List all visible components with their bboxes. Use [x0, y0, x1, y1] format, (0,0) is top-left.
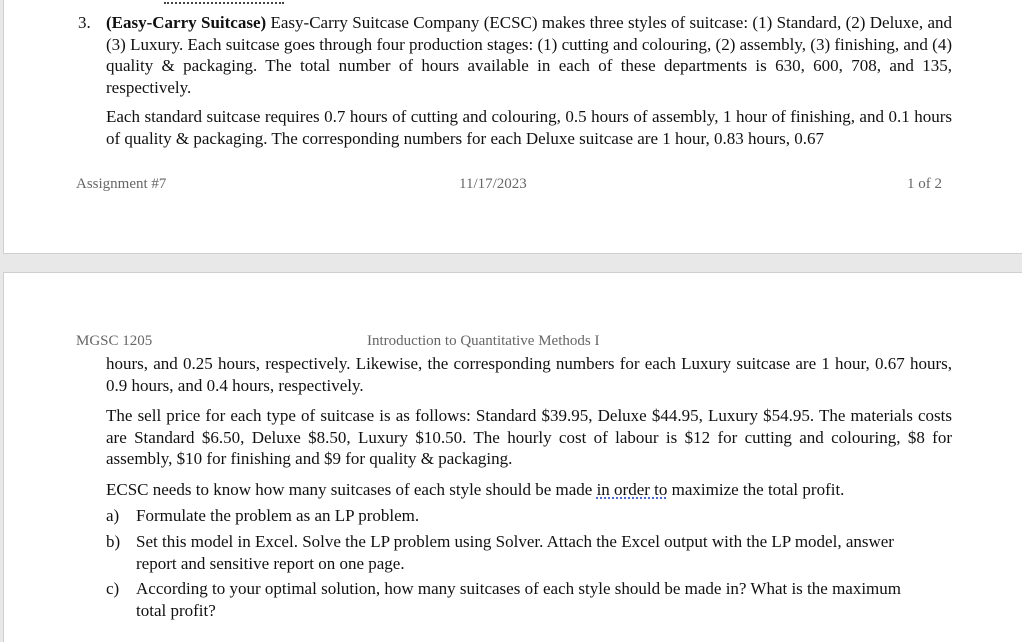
- header-course-code: MGSC 1205: [76, 333, 153, 349]
- footer-date: 11/17/2023: [459, 176, 527, 192]
- question-3-paragraph-4: [106, 479, 952, 501]
- header-course-title: Introduction to Quantitative Methods I: [367, 333, 600, 349]
- footer-page-number: 1 of 2: [907, 176, 942, 192]
- question-3-paragraph-2-part-2: hours, and 0.25 hours, respectively. Likewise, the corresponding numbers for each Luxury suitcase are 1 hour, 0.67 hours, 0.9 hours, and 0.4 hours, respectively.: [106, 354, 952, 395]
- question-3-paragraph-3: The sell price for each type of suitcase is as follows: Standard $39.95, Deluxe $44.95, Luxury $54.95. The materials costs are Standard $6.50, Deluxe $8.50, Luxury $10.50. The hourly cost of labour is $12 for cutting and colouring, $8 for assembly, $10 for finishing and $9 for quality & packaging.: [106, 406, 952, 468]
- list-marker: a): [106, 506, 120, 525]
- question-number: 3.: [78, 13, 91, 32]
- footer-assignment: Assignment #7: [76, 176, 167, 192]
- question-3-intro: [106, 12, 952, 98]
- question-3-paragraph-2-part-1: Each standard suitcase requires 0.7 hours of cutting and colouring, 0.5 hours of assembly, 1 hour of finishing, and 0.1 hours of quality & packaging. The corresponding numbers for each Deluxe suitcase are 1 hour, 0.83 hours, 0.67: [106, 107, 952, 148]
- previous-text-fragment: [164, 0, 284, 4]
- question-3-title: (Easy-Carry Suitcase): [106, 13, 267, 32]
- paragraph-4-text-end: maximize the total profit.: [667, 480, 845, 499]
- document-page-2: [4, 273, 1022, 642]
- list-item-text: According to your optimal solution, how many suitcases of each style should be made in? What is the maximum total profit?: [136, 579, 902, 620]
- list-item-text: Formulate the problem as an LP problem.: [136, 506, 420, 525]
- list-marker: c): [106, 579, 120, 598]
- paragraph-4-text-start: ECSC needs to know how many suitcases of each style should be made: [106, 480, 597, 499]
- grammar-flagged-phrase[interactable]: in order to: [596, 480, 668, 499]
- question-3-intro-text: Easy-Carry Suitcase Company (ECSC) makes three styles of suitcase: (1) Standard, (2) Deluxe, and (3) Luxury. Each suitcase goes through four production stages: (1) cutting and colouring, (2) assembly, (3) finishing, and (4) quality & packaging. The total number of hours available in each of these departments is 630, 600, 708, and 135, respectively.: [106, 13, 952, 97]
- list-marker: b): [106, 532, 121, 551]
- list-item-text: Set this model in Excel. Solve the LP problem using Solver. Attach the Excel output with the LP model, answer report and sensitive report on one page.: [136, 532, 894, 573]
- document-page-1: [4, 0, 1022, 253]
